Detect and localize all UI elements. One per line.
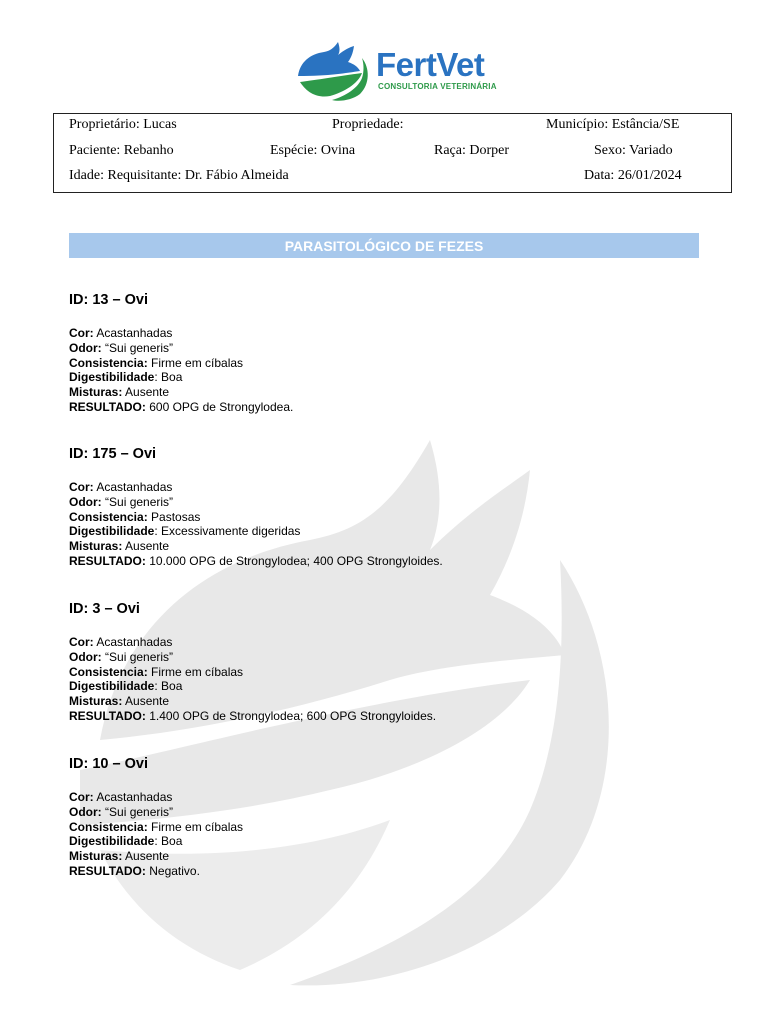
consistency-value: Firme em cíbalas xyxy=(151,355,244,370)
consistency-value: Firme em cíbalas xyxy=(151,664,244,679)
digestibility-label: Digestibilidade xyxy=(69,679,155,694)
consistency-value: Pastosas xyxy=(151,509,201,524)
mixtures-value: Ausente xyxy=(125,385,170,400)
consistency-label: Consistencia: xyxy=(69,355,148,370)
odor-value: “Sui generis” xyxy=(105,340,174,355)
result-label: RESULTADO: xyxy=(69,399,146,414)
mixtures-label: Misturas: xyxy=(69,694,123,709)
logo-wordmark: FertVet xyxy=(376,46,485,83)
section-title-banner: PARASITOLÓGICO DE FEZES xyxy=(69,233,699,258)
mixtures-label: Misturas: xyxy=(69,539,123,554)
color-value: Acastanhadas xyxy=(96,480,173,494)
color-label: Cor: xyxy=(69,480,94,494)
color-label: Cor: xyxy=(69,326,94,340)
odor-label: Odor: xyxy=(69,340,102,355)
color-label: Cor: xyxy=(69,635,94,649)
dog-cat-logo-icon xyxy=(296,40,374,102)
sample-block: ID: 10 – Ovi Cor: Acastanhadas Odor: “Sui generis” Consistencia: Firme em cíbalas Digestibilidade: Boa Misturas: Ausente RESULTADO: Negativo. xyxy=(69,756,244,878)
logo-tagline: CONSULTORIA VETERINÁRIA xyxy=(378,82,497,91)
color-value: Acastanhadas xyxy=(96,635,173,649)
sample-title: ID: 13 – Ovi xyxy=(69,292,148,308)
mixtures-label: Misturas: xyxy=(69,849,123,864)
color-label: Cor: xyxy=(69,790,94,804)
consistency-label: Consistencia: xyxy=(69,509,148,524)
result-value: 600 OPG de Strongylodea. xyxy=(149,399,294,414)
consistency-label: Consistencia: xyxy=(69,664,148,679)
municipality-field: Município: Estância/SE xyxy=(546,117,680,132)
age-requester-field: Idade: Requisitante: Dr. Fábio Almeida xyxy=(69,168,289,183)
digestibility-label: Digestibilidade xyxy=(69,834,155,849)
mixtures-value: Ausente xyxy=(125,849,170,864)
fertvet-logo xyxy=(296,40,506,102)
owner-field: Proprietário: Lucas xyxy=(69,117,177,132)
odor-label: Odor: xyxy=(69,494,102,509)
result-label: RESULTADO: xyxy=(69,553,146,568)
result-label: RESULTADO: xyxy=(69,863,146,878)
sex-field: Sexo: Variado xyxy=(594,143,673,158)
result-value: Negativo. xyxy=(149,863,200,878)
mixtures-value: Ausente xyxy=(125,694,170,709)
mixtures-value: Ausente xyxy=(125,539,170,554)
digestibility-value: Boa xyxy=(161,834,183,849)
odor-label: Odor: xyxy=(69,649,102,664)
consistency-value: Firme em cíbalas xyxy=(151,819,244,834)
date-field: Data: 26/01/2024 xyxy=(584,168,682,183)
odor-value: “Sui generis” xyxy=(105,804,174,819)
patient-info-box xyxy=(53,113,732,193)
mixtures-label: Misturas: xyxy=(69,385,123,400)
digestibility-label: Digestibilidade xyxy=(69,370,155,385)
result-value: 1.400 OPG de Strongylodea; 600 OPG Strongyloides. xyxy=(149,708,437,723)
digestibility-value: Boa xyxy=(161,370,183,385)
sample-title: ID: 10 – Ovi xyxy=(69,756,148,772)
digestibility-value: Excessivamente digeridas xyxy=(161,524,301,539)
sample-block: ID: 13 – Ovi Cor: Acastanhadas Odor: “Sui generis” Consistencia: Firme em cíbalas Digestibilidade: Boa Misturas: Ausente RESULTADO: 600 OPG de Strongylodea. xyxy=(69,292,294,414)
sample-title: ID: 175 – Ovi xyxy=(69,446,157,462)
odor-label: Odor: xyxy=(69,804,102,819)
consistency-label: Consistencia: xyxy=(69,819,148,834)
odor-value: “Sui generis” xyxy=(105,649,174,664)
species-field: Espécie: Ovina xyxy=(270,143,356,158)
sample-block: ID: 175 – Ovi Cor: Acastanhadas Odor: “Sui generis” Consistencia: Pastosas Digestibilidade: Excessivamente digeridas Misturas: Ausente RESULTADO: 10.000 OPG de Strongylodea; 400 OPG Strongyloides. xyxy=(69,446,443,568)
sample-title: ID: 3 – Ovi xyxy=(69,601,140,617)
patient-field: Paciente: Rebanho xyxy=(69,143,174,158)
digestibility-label: Digestibilidade xyxy=(69,524,155,539)
property-field: Propriedade: xyxy=(332,117,404,132)
breed-field: Raça: Dorper xyxy=(434,143,510,158)
odor-value: “Sui generis” xyxy=(105,494,174,509)
color-value: Acastanhadas xyxy=(96,326,173,340)
result-value: 10.000 OPG de Strongylodea; 400 OPG Strongyloides. xyxy=(149,553,443,568)
result-label: RESULTADO: xyxy=(69,708,146,723)
color-value: Acastanhadas xyxy=(96,790,173,804)
sample-block: ID: 3 – Ovi Cor: Acastanhadas Odor: “Sui generis” Consistencia: Firme em cíbalas Digestibilidade: Boa Misturas: Ausente RESULTADO: 1.400 OPG de Strongylodea; 600 OPG Strongyloides. xyxy=(69,601,437,723)
digestibility-value: Boa xyxy=(161,679,183,694)
